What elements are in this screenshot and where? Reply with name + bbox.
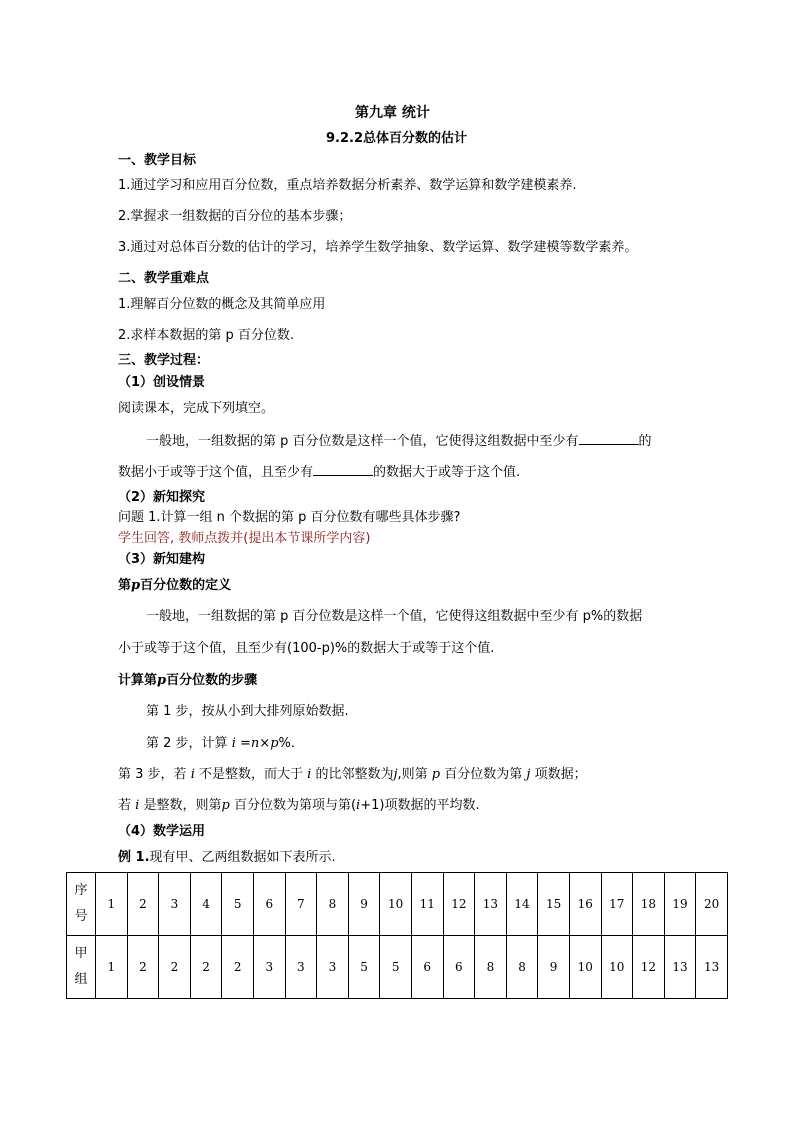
table-cell: 3: [285, 936, 317, 999]
row-header-char: 组: [74, 972, 88, 987]
teacher-note: 学生回答, 教师点拨并(提出本节课所学内容): [118, 531, 371, 546]
definition-heading: [118, 577, 231, 595]
variable-i: i: [135, 798, 140, 813]
step-text: ,则第: [397, 767, 428, 782]
variable-i: i: [356, 798, 361, 813]
example-text: 现有甲、乙两组数据如下表所示.: [149, 850, 336, 865]
table-cell: 13: [475, 873, 507, 936]
variable-p: p: [131, 578, 141, 593]
variable-p: p: [157, 673, 167, 688]
definition-line-1: 一般地，一组数据的第 p 百分位数是这样一个值，它使得这组数据中至少有 p%的数据: [146, 609, 643, 624]
construct-heading: （3）新知建构: [118, 552, 206, 567]
row-header-char: 序: [74, 883, 88, 898]
step-text: 第 2 步，计算: [146, 736, 228, 751]
table-cell: 15: [538, 873, 570, 936]
variable-i: i: [307, 767, 312, 782]
step-text: 第 3 步，若: [118, 767, 187, 782]
fill-blank-text: 数据小于或等于这个值，且至少有: [118, 465, 314, 480]
table-cell: 9: [348, 873, 380, 936]
row-header-char: 号: [74, 909, 88, 924]
table-cell: 18: [633, 873, 665, 936]
table-cell: 10: [569, 936, 601, 999]
table-cell: 19: [664, 873, 696, 936]
variable-i: i: [190, 767, 195, 782]
application-heading: （4）数学运用: [118, 824, 206, 839]
scenario-intro: 阅读课本，完成下列填空。: [118, 401, 275, 416]
variable-p: p: [270, 736, 279, 751]
table-cell: 12: [633, 936, 665, 999]
table-cell: 2: [127, 873, 159, 936]
table-cell: 13: [664, 936, 696, 999]
table-cell: 6: [411, 936, 443, 999]
table-cell: 6: [443, 936, 475, 999]
definition-heading-text: 第: [118, 578, 132, 593]
table-cell: 10: [601, 936, 633, 999]
step-text: 百分位数为第项与第(: [233, 798, 357, 813]
step-text: 若: [118, 798, 132, 813]
table-cell: 8: [506, 936, 538, 999]
variable-p: p: [221, 798, 230, 813]
table-cell: 5: [380, 936, 412, 999]
table-cell: 3: [317, 936, 349, 999]
goal-item: 3.通过对总体百分数的估计的学习，培养学生数学抽象、数学运算、数学建模等数学素养。: [118, 240, 638, 255]
step-2: [146, 735, 295, 753]
steps-heading-text: 计算第: [118, 673, 158, 688]
table-cell: 1: [96, 936, 128, 999]
step-3: [118, 766, 587, 784]
table-cell: 17: [601, 873, 633, 936]
table-row: [67, 936, 728, 999]
step-text: 百分位数为第: [444, 767, 523, 782]
keypoint-item: 1.理解百分位数的概念及其简单应用: [118, 297, 326, 312]
goal-item: 2.掌握求一组数据的百分位的基本步骤；: [118, 209, 352, 224]
table-cell: 5: [348, 936, 380, 999]
table-cell: 2: [190, 936, 222, 999]
table-cell: 6: [253, 873, 285, 936]
variable-i: i: [231, 736, 236, 751]
table-cell: 13: [696, 936, 728, 999]
section-title: 9.2.2总体百分数的估计: [326, 131, 468, 146]
table-cell: 12: [443, 873, 475, 936]
variable-n: n: [250, 736, 260, 751]
fill-blank-line-1: [146, 432, 652, 451]
table-cell: 8: [475, 936, 507, 999]
fill-blank-text: 的: [638, 434, 652, 449]
goals-heading: 一、教学目标: [118, 153, 197, 168]
table-cell: 1: [96, 873, 128, 936]
row-header-char: 甲: [74, 946, 88, 961]
process-heading: 三、教学过程：: [118, 353, 210, 368]
scenario-heading: （1）创设情景: [118, 375, 206, 390]
table-cell: 9: [538, 936, 570, 999]
data-table: [66, 872, 728, 999]
variable-j: j: [526, 767, 531, 782]
example-1: [118, 849, 336, 867]
table-cell: 4: [190, 873, 222, 936]
steps-heading: [118, 672, 257, 690]
table-cell: 3: [159, 873, 191, 936]
table-cell: 8: [317, 873, 349, 936]
fill-blank-text: 一般地，一组数据的第 p 百分位数是这样一个值，它使得这组数据中至少有: [146, 434, 579, 449]
table-cell: 16: [569, 873, 601, 936]
variable-j: j: [393, 767, 398, 782]
table-cell: 2: [222, 936, 254, 999]
table-cell: 20: [696, 873, 728, 936]
table-cell: 5: [222, 873, 254, 936]
chapter-title: 第九章 统计: [355, 105, 430, 121]
table-cell: 7: [285, 873, 317, 936]
definition-line-2: 小于或等于这个值，且至少有(100-p)%的数据大于或等于这个值.: [118, 641, 495, 656]
fill-blank-line-2: [118, 463, 520, 482]
explore-heading: （2）新知探究: [118, 490, 206, 505]
step-text: =: [240, 736, 251, 751]
step-text: 项数据；: [534, 767, 587, 782]
table-cell: 14: [506, 873, 538, 936]
answer-blank: [579, 432, 639, 445]
table-cell: 10: [380, 873, 412, 936]
answer-blank: [313, 463, 373, 476]
step-text: 是整数，则第: [143, 798, 222, 813]
row-header-index: [67, 873, 96, 936]
step-text: 不是整数，而大于: [199, 767, 304, 782]
step-text: %.: [278, 736, 296, 751]
table-cell: 3: [253, 936, 285, 999]
step-1: 第 1 步，按从小到大排列原始数据.: [146, 704, 349, 719]
steps-heading-text: 百分位数的步骤: [166, 673, 258, 688]
row-header-group-a: [67, 936, 96, 999]
keypoint-item: 2.求样本数据的第 p 百分位数.: [118, 328, 295, 343]
step-text: 的比邻整数为: [315, 767, 394, 782]
definition-heading-text: 百分位数的定义: [140, 578, 232, 593]
question-1: 问题 1.计算一组 n 个数据的第 p 百分位数有哪些具体步骤?: [118, 510, 461, 525]
step-4: [118, 797, 480, 815]
table-cell: 11: [411, 873, 443, 936]
table-cell: 2: [159, 936, 191, 999]
table-row: [67, 873, 728, 936]
keypoints-heading: 二、教学重难点: [118, 271, 210, 286]
example-label: 例 1.: [118, 850, 150, 865]
step-text: +1)项数据的平均数.: [360, 798, 480, 813]
variable-p: p: [431, 767, 441, 782]
table-cell: 2: [127, 936, 159, 999]
goal-item: 1.通过学习和应用百分位数，重点培养数据分析素养、数学运算和数学建模素养.: [118, 178, 577, 193]
step-text: ×: [259, 736, 271, 751]
fill-blank-text: 的数据大于或等于这个值.: [373, 465, 521, 480]
